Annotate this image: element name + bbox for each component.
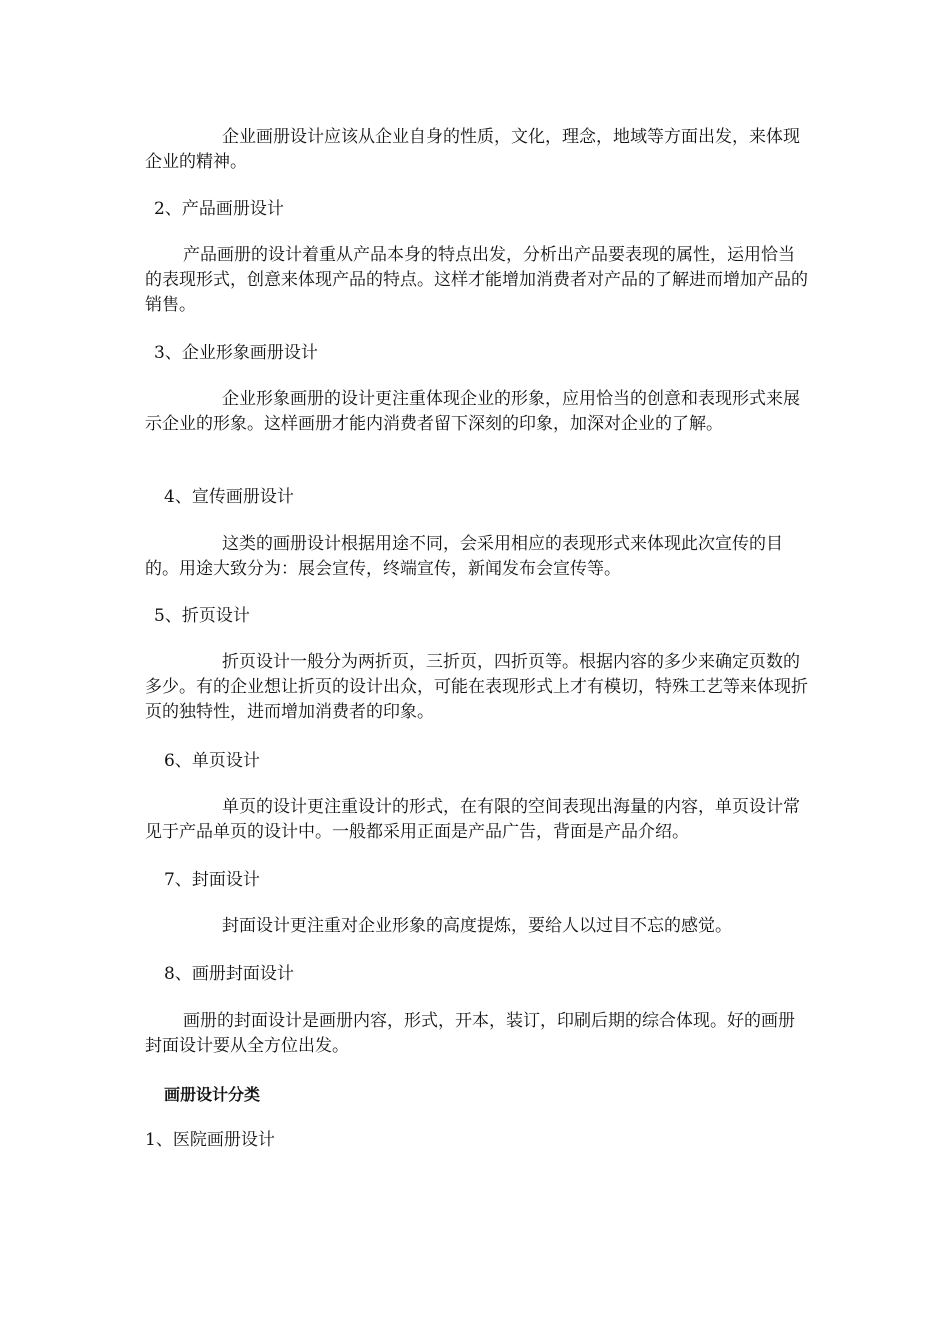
- section-title: 画册设计分类: [164, 1085, 261, 1104]
- heading-leaflet-design: 5、折页设计: [154, 606, 250, 626]
- heading-cover-design: 7、封面设计: [164, 870, 260, 890]
- paragraph-cover-design: 封面设计更注重对企业形象的高度提炼，要给人以过目不忘的感觉。: [222, 916, 732, 936]
- paragraph-brochure-cover-design: 画册的封面设计是画册内容，形式，开本，装订，印刷后期的综合体现。好的画册封面设计要从全方位出发。: [145, 1011, 795, 1056]
- heading-product-brochure: 2、产品画册设计: [154, 199, 284, 219]
- heading-single-page-design: 6、单页设计: [164, 751, 260, 771]
- paragraph-corporate-image-brochure: 企业形象画册的设计更注重体现企业的形象，应用恰当的创意和表现形式来展示企业的形象。这样画册才能内消费者留下深刻的印象，加深对企业的了解。: [145, 389, 800, 434]
- paragraph-single-page-design: 单页的设计更注重设计的形式，在有限的空间表现出海量的内容，单页设计常见于产品单页的设计中。一般都采用正面是产品广告，背面是产品介绍。: [145, 797, 800, 842]
- paragraph-leaflet-design: 折页设计一般分为两折页，三折页，四折页等。根据内容的多少来确定页数的多少。有的企业想让折页的设计出众，可能在表现形式上才有模切，特殊工艺等来体现折页的独特性，进而增加消费者的印象。: [145, 652, 808, 722]
- paragraph-promotional-brochure: 这类的画册设计根据用途不同，会采用相应的表现形式来体现此次宣传的目的。用途大致分为：展会宣传，终端宣传，新闻发布会宣传等。: [145, 534, 783, 579]
- heading-corporate-image-brochure: 3、企业形象画册设计: [154, 343, 318, 363]
- heading-promotional-brochure: 4、宣传画册设计: [164, 487, 294, 507]
- heading-brochure-cover-design: 8、画册封面设计: [164, 964, 294, 984]
- paragraph-corporate-brochure: 企业画册设计应该从企业自身的性质，文化，理念，地域等方面出发，来体现企业的精神。: [145, 127, 800, 172]
- heading-hospital-brochure: 1、医院画册设计: [145, 1130, 275, 1150]
- paragraph-product-brochure: 产品画册的设计着重从产品本身的特点出发，分析出产品要表现的属性，运用恰当的表现形式，创意来体现产品的特点。这样才能增加消费者对产品的了解进而增加产品的销售。: [145, 245, 808, 315]
